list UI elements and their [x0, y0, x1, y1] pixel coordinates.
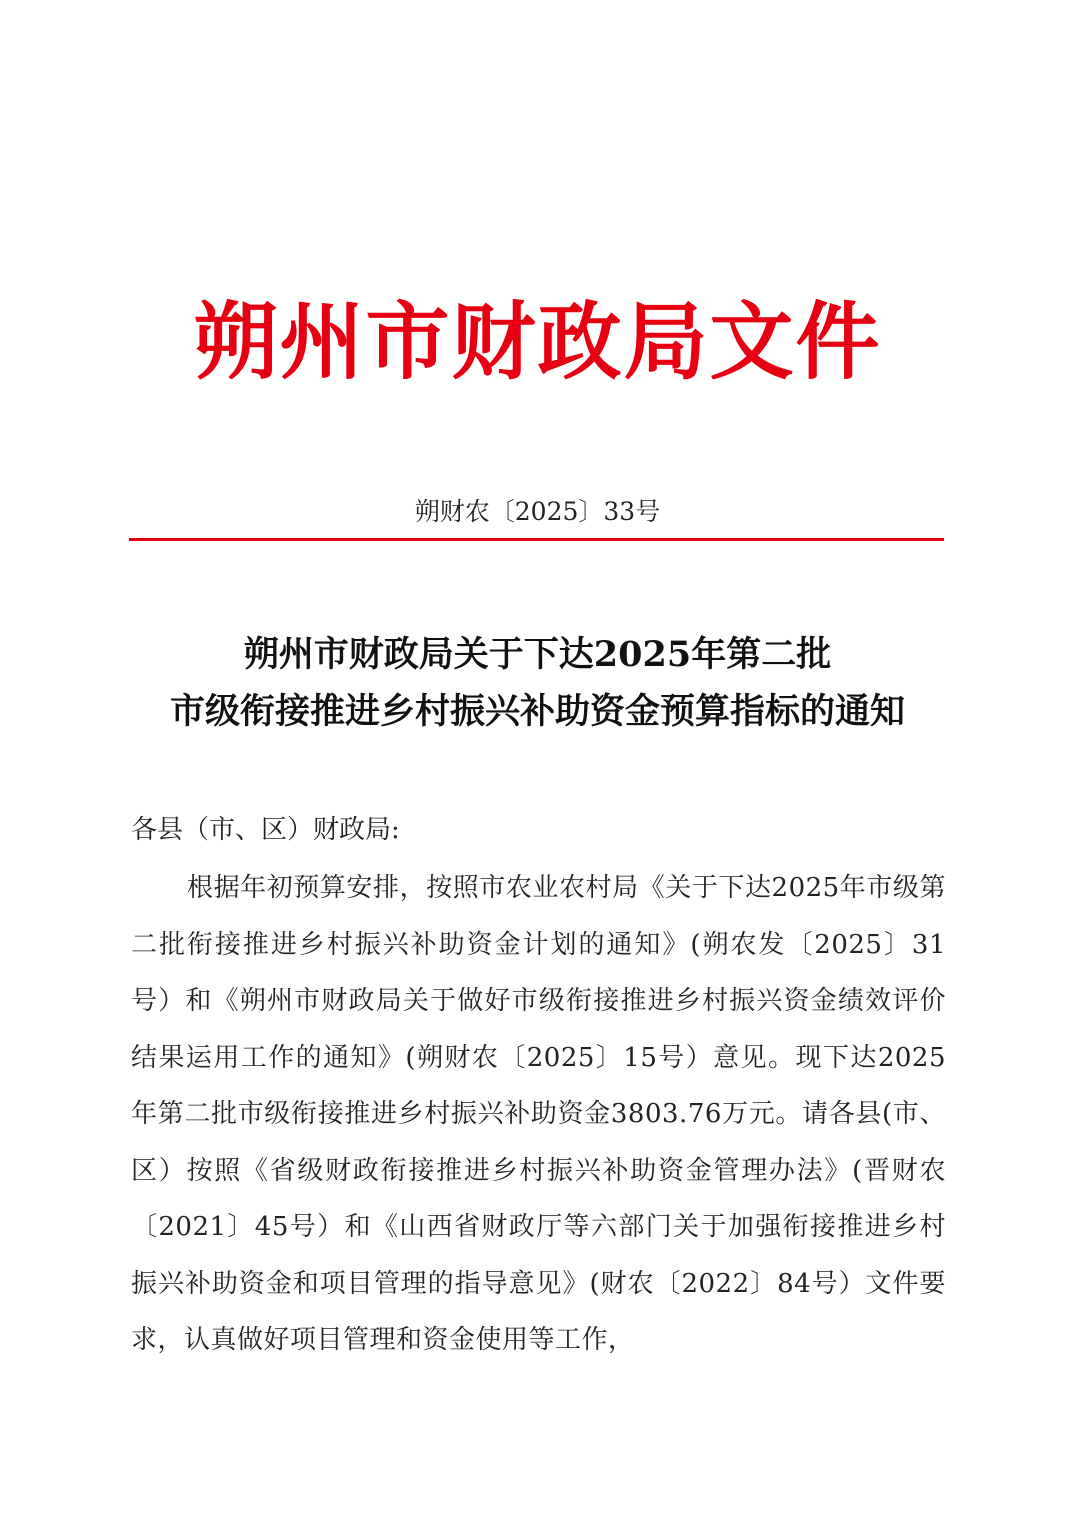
document-number: 朔财农〔2025〕33号	[414, 497, 661, 526]
document-title-line-2: 市级衔接推进乡村振兴补助资金预算指标的通知	[169, 691, 905, 732]
red-separator-line	[129, 538, 944, 541]
document-title-line-1: 朔州市财政局关于下达2025年第二批	[243, 634, 832, 675]
body-paragraph: 根据年初预算安排，按照市农业农村局《关于下达2025年市级第二批衔接推进乡村振兴补助资金计划的通知》(朔农发〔2025〕31号）和《朔州市财政局关于做好市级衔接推进乡村振兴资金绩效评价结果运用工作的通知》(朔财农〔2025〕15号）意见。现下达2025年第二批市级衔接推进乡村振兴补助资金3803.76万元。请各县(市、区）按照《省级财政衔接推进乡村振兴补助资金管理办法》(晋财农〔2021〕45号）和《山西省财政厅等六部门关于加强衔接推进乡村振兴补助资金和项目管理的指导意见》(财农〔2022〕84号）文件要求，认真做好项目管理和资金使用等工作，	[131, 873, 946, 1355]
document-masthead: 朔州市财政局文件	[193, 292, 882, 391]
document-title	[100, 626, 975, 740]
salutation: 各县（市、区）财政局:	[131, 815, 400, 845]
